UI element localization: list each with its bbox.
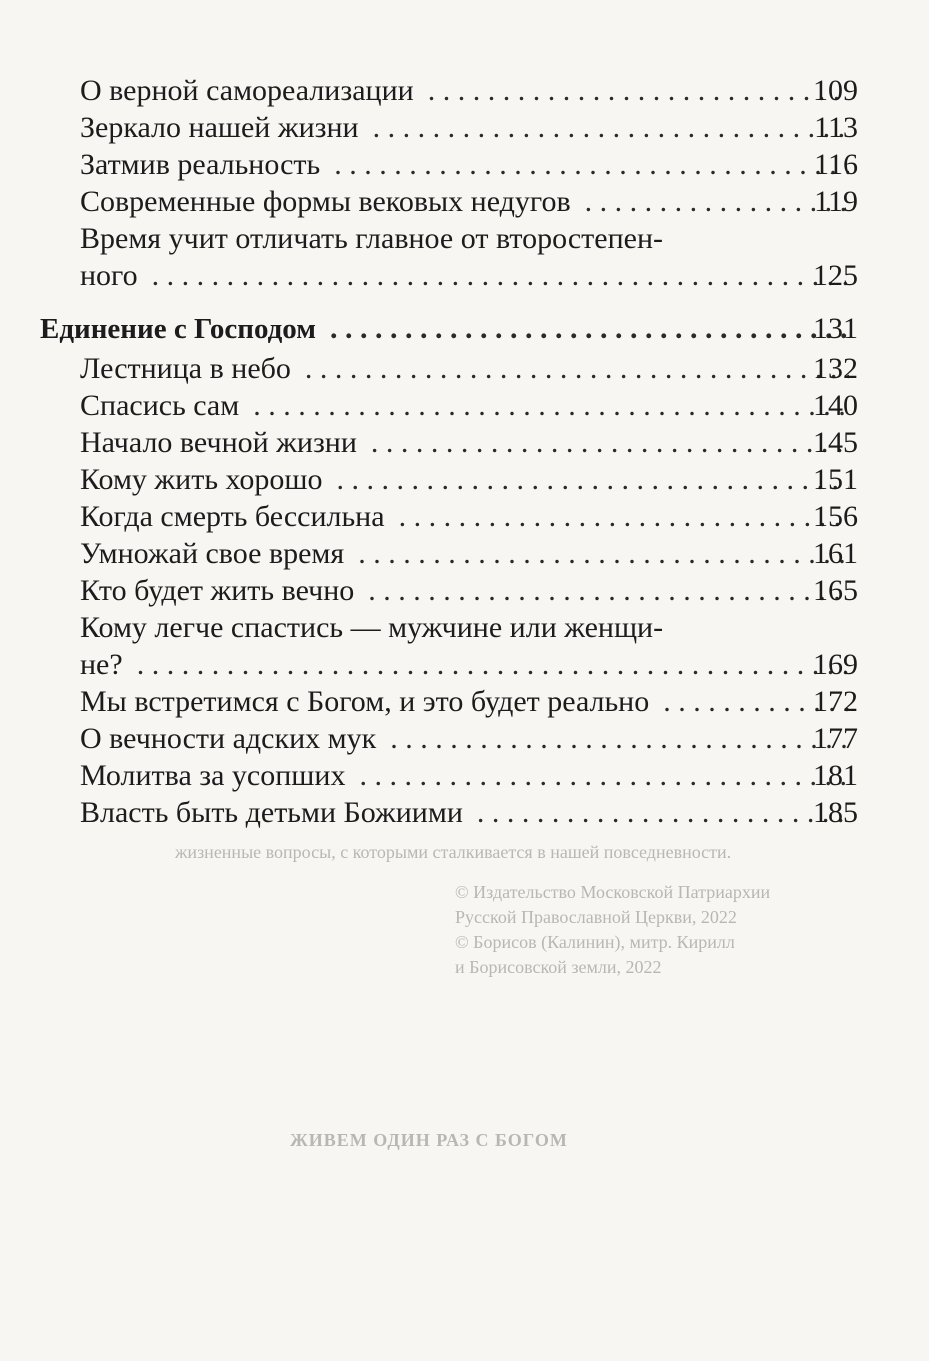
- toc-entry-title: Умножай свое время: [80, 537, 345, 570]
- toc-entry-title: Кому жить хорошо: [80, 463, 323, 496]
- toc-entry-title: Начало вечной жизни: [80, 426, 357, 459]
- toc-page-number: 131: [813, 312, 858, 345]
- toc-entry-title-line: Время учит отличать главное от второстепен-: [80, 222, 663, 255]
- toc-entry: [0, 146, 857, 183]
- show-through-text: жизненные вопросы, с которыми сталкивается в нашей повседневности.: [175, 842, 732, 862]
- toc-entry: [0, 535, 857, 572]
- toc-entry: [0, 498, 857, 535]
- show-through-heading: ЖИВЕМ ОДИН РАЗ С БОГОМ: [290, 1130, 568, 1150]
- toc-page-number: 185: [813, 796, 858, 829]
- toc-page-number: 116: [814, 148, 858, 181]
- dot-leader: [152, 257, 849, 294]
- show-through-text: Русской Православной Церкви, 2022: [455, 907, 737, 927]
- toc-entry-title: не?: [80, 648, 123, 681]
- dot-leader: [253, 387, 849, 424]
- dot-leader: [477, 794, 849, 831]
- show-through-text: и Борисовской земли, 2022: [455, 957, 662, 977]
- toc-entry: [0, 424, 857, 461]
- toc-page-number: 125: [813, 259, 858, 292]
- toc-page-number: 177: [813, 722, 858, 755]
- toc-entry-title: Спасись сам: [80, 389, 240, 422]
- toc-entry: [0, 646, 857, 683]
- toc-page-number: 169: [813, 648, 858, 681]
- table-of-contents: [0, 72, 929, 831]
- toc-entry-title: Когда смерть бессильна: [80, 500, 385, 533]
- toc-entry-title: О вечности адских мук: [80, 722, 377, 755]
- toc-page-number: 145: [813, 426, 858, 459]
- toc-page-number: 165: [813, 574, 858, 607]
- dot-leader: [358, 535, 849, 572]
- toc-page-number: 140: [813, 389, 858, 422]
- dot-leader: [373, 109, 849, 146]
- toc-entry-title: Мы встретимся с Богом, и это будет реально: [80, 685, 650, 718]
- toc-entry-title: Лестница в небо: [80, 352, 291, 385]
- dot-leader: [359, 757, 849, 794]
- toc-entry: [0, 720, 857, 757]
- toc-entry: [0, 572, 857, 609]
- toc-entry: [0, 757, 857, 794]
- toc-entry: [0, 461, 857, 498]
- toc-entry: [0, 387, 857, 424]
- toc-page-number: 181: [813, 759, 858, 792]
- toc-entry-title: Молитва за усопших: [80, 759, 346, 792]
- dot-leader: [137, 646, 849, 683]
- toc-entry-title: Кто будет жить вечно: [80, 574, 355, 607]
- toc-page-number: 151: [813, 463, 858, 496]
- toc-entry: [0, 350, 857, 387]
- toc-page-number: 172: [813, 685, 858, 718]
- toc-entry: [0, 257, 857, 294]
- toc-entry-title: Зеркало нашей жизни: [80, 111, 359, 144]
- dot-leader: [336, 461, 849, 498]
- toc-page-number: 119: [814, 185, 858, 218]
- dot-leader: [428, 72, 849, 109]
- toc-page-number: 156: [813, 500, 858, 533]
- toc-section-heading: [0, 310, 857, 347]
- toc-entry-title: Современные формы вековых недугов: [80, 185, 571, 218]
- dot-leader: [368, 572, 849, 609]
- dot-leader: [334, 146, 849, 183]
- toc-entry-title: Затмив реальность: [80, 148, 321, 181]
- show-through-text: © Борисов (Калинин), митр. Кирилл: [455, 932, 735, 952]
- dot-leader: [399, 498, 849, 535]
- toc-page-number: 109: [813, 74, 858, 107]
- toc-entry: [0, 794, 857, 831]
- dot-leader: [390, 720, 849, 757]
- toc-entry-title: Власть быть детьми Божиими: [80, 796, 463, 829]
- toc-entry-title: О верной самореализации: [80, 74, 414, 107]
- dot-leader: [305, 350, 849, 387]
- toc-entry: [0, 683, 857, 720]
- dot-leader: [371, 424, 849, 461]
- toc-entry: [0, 183, 857, 220]
- toc-page-number: 161: [813, 537, 858, 570]
- dot-leader: [330, 310, 849, 347]
- toc-entry-title-line: Кому легче спастись — мужчине или женщи-: [80, 611, 664, 644]
- toc-entry: [0, 109, 857, 146]
- show-through-text: © Издательство Московской Патриархии: [455, 882, 771, 902]
- toc-entry-title: ного: [80, 259, 138, 292]
- toc-page-number: 113: [814, 111, 858, 144]
- toc-entry: [0, 72, 857, 109]
- toc-page-number: 132: [813, 352, 858, 385]
- toc-entry-title: Единение с Господом: [40, 313, 316, 345]
